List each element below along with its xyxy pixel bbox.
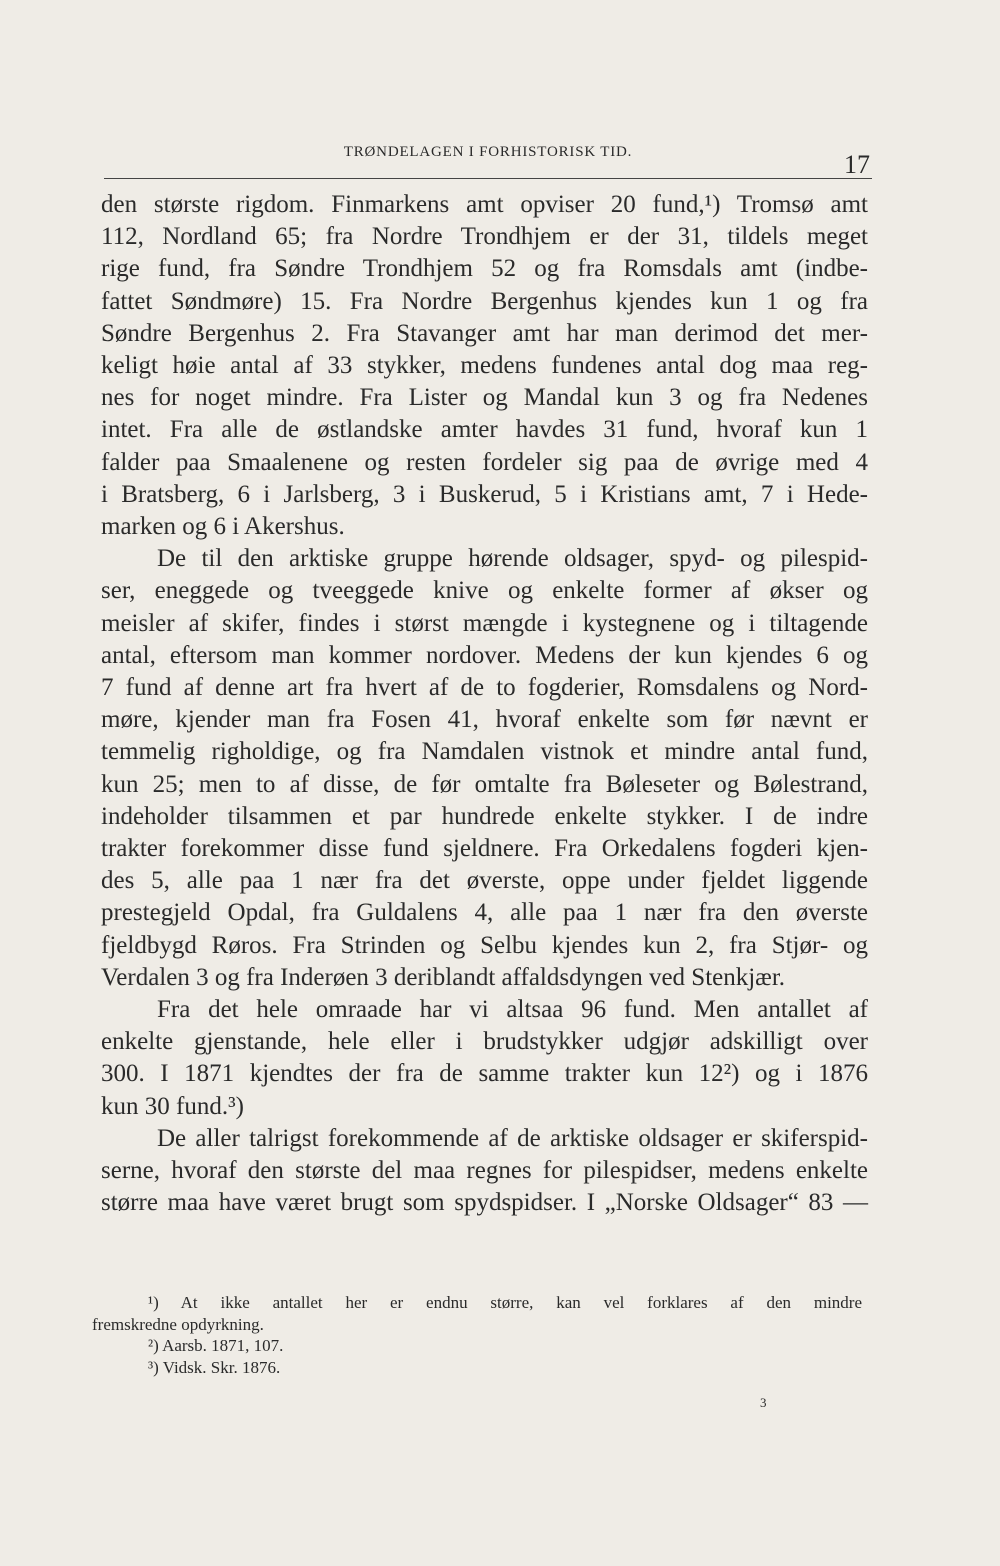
text-line: kun 30 fund.³): [101, 1092, 244, 1120]
text-line: indeholder tilsammen et par hundrede enkelte stykker. I de indre: [101, 802, 868, 830]
text-line: 112, Nordland 65; fra Nordre Trondhjem er der 31, tildels meget: [101, 223, 868, 251]
text-line: rige fund, fra Søndre Trondhjem 52 og fra Romsdals amt (indbe-: [101, 255, 868, 283]
text-line: meisler af skifer, findes i størst mængde i kystegnene og i tiltagende: [101, 609, 868, 637]
page-header: [104, 138, 872, 179]
paragraph-3: [101, 994, 868, 1123]
text-line: Fra det hele omraade har vi altsaa 96 fund. Men antallet af: [157, 996, 868, 1024]
page-number: 17: [844, 150, 870, 179]
text-line: nes for noget mindre. Fra Lister og Mandal kun 3 og fra Nedenes: [101, 384, 868, 412]
footnote-3: ³) Vidsk. Skr. 1876.: [148, 1357, 281, 1377]
paragraph-2: [101, 543, 868, 994]
text-line: 7 fund af denne art fra hvert af de to fogderier, Romsdalens og Nord-: [101, 674, 868, 702]
text-line: i Bratsberg, 6 i Jarlsberg, 3 i Buskerud, 5 i Kristians amt, 7 i Hede-: [101, 480, 868, 508]
text-line: Verdalen 3 og fra Inderøen 3 deriblandt affaldsdyngen ved Stenkjær.: [101, 963, 786, 991]
text-line: intet. Fra alle de østlandske amter havdes 31 fund, hvoraf kun 1: [101, 416, 868, 444]
text-line: des 5, alle paa 1 nær fra det øverste, oppe under fjeldet liggende: [101, 867, 868, 895]
paragraph-1: [101, 189, 868, 543]
text-line: fattet Søndmøre) 15. Fra Nordre Bergenhus kjendes kun 1 og fra: [101, 287, 868, 315]
footnote-1: ¹) At ikke antallet her er endnu større, kan vel forklares af den mindre: [148, 1293, 862, 1312]
text-line: falder paa Smaalenene og resten fordeler sig paa de øvrige med 4: [101, 448, 868, 476]
text-line: enkelte gjenstande, hele eller i brudstykker udgjør adskilligt over: [101, 1028, 868, 1056]
text-line: kun 25; men to af disse, de før omtalte fra Bøleseter og Bølestrand,: [101, 770, 868, 798]
text-line: prestegjeld Opdal, fra Guldalens 4, alle paa 1 nær fra den øverste: [101, 899, 868, 927]
text-line: fjeldbygd Røros. Fra Strinden og Selbu kjendes kun 2, fra Stjør- og: [101, 931, 868, 959]
text-line: 300. I 1871 kjendtes der fra de samme trakter kun 12²) og i 1876: [101, 1060, 868, 1088]
text-line: De til den arktiske gruppe hørende oldsager, spyd- og pilespid-: [157, 545, 868, 573]
text-line: ser, eneggede og tveeggede knive og enkelte former af økser og: [101, 577, 868, 605]
footnote-1-cont: fremskredne opdyrkning.: [92, 1314, 264, 1334]
paragraph-4: [101, 1123, 868, 1220]
text-line: trakter forekommer disse fund sjeldnere. Fra Orkedalens fogderi kjen-: [101, 835, 868, 863]
text-line: temmelig righoldige, og fra Namdalen vistnok et mindre antal fund,: [101, 738, 868, 766]
text-line: den største rigdom. Finmarkens amt opviser 20 fund,¹) Tromsø amt: [101, 191, 868, 218]
text-line: Søndre Bergenhus 2. Fra Stavanger amt har man derimod det mer-: [101, 319, 868, 347]
body-text: [101, 189, 868, 1220]
footnote-2: ²) Aarsb. 1871, 107.: [148, 1336, 284, 1355]
text-line: keligt høie antal af 33 stykker, medens fundenes antal dog maa reg-: [101, 352, 868, 380]
text-line: større maa have været brugt som spydspidser. I „Norske Oldsager“ 83 —: [101, 1189, 868, 1217]
running-head: TRØNDELAGEN I FORHISTORISK TID.: [343, 144, 633, 160]
text-line: De aller talrigst forekommende af de arktiske oldsager er skiferspid-: [157, 1124, 868, 1152]
text-line: møre, kjender man fra Fosen 41, hvoraf enkelte som før nævnt er: [101, 706, 868, 734]
signature-mark: 3: [760, 1395, 767, 1410]
text-line: serne, hvoraf den største del maa regnes for pilespidser, medens enkelte: [101, 1157, 868, 1185]
footnotes: [92, 1292, 862, 1378]
text-line: antal, eftersom man kommer nordover. Medens der kun kjendes 6 og: [101, 641, 868, 669]
text-line: marken og 6 i Akershus.: [101, 513, 345, 541]
